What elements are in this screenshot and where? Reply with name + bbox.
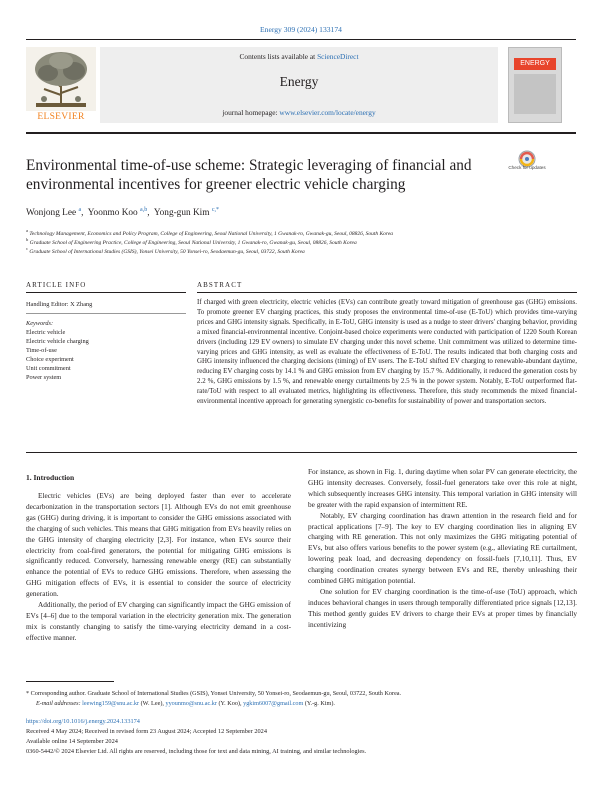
- keyword: Unit commitment: [26, 365, 71, 372]
- received-dates: Received 4 May 2024; Received in revised form 23 August 2024; Accepted 12 September 2024: [26, 728, 267, 735]
- author-affiliation-marker: a: [78, 207, 82, 213]
- intro-paragraph: For instance, as shown in Fig. 1, during daytime when solar PV can generate electricity, the GHG intensity decreases. Conversely, fossil-fuel generators take over this role at night, which subsequently increases GHG intensity. This temporal variation in GHG intensity will be greater with the rapid expansion of intermittent RE.: [308, 467, 577, 509]
- keywords-divider: [26, 313, 186, 314]
- affiliation-marker: c: [26, 246, 28, 251]
- keywords-label: Keywords:: [26, 320, 54, 327]
- author-affiliation-marker: a,b: [140, 207, 148, 213]
- article-info-heading: ARTICLE INFO: [26, 281, 87, 289]
- author-affiliation-marker: c,*: [211, 207, 219, 213]
- article-info-rule: [26, 292, 186, 293]
- introduction-heading: 1. Introduction: [26, 473, 75, 482]
- affiliation: [26, 237, 357, 246]
- abstract-bottom-rule: [26, 452, 577, 453]
- journal-name: Energy: [279, 74, 319, 89]
- available-online-date: Available online 14 September 2024: [26, 738, 118, 745]
- author-name[interactable]: Yong-gun Kim: [153, 208, 210, 219]
- keyword: Power system: [26, 374, 62, 381]
- email-link[interactable]: ygkim6007@gmail.com: [243, 700, 304, 707]
- intro-paragraph: Notably, EV charging coordination has drawn attention in the research field and for practical applications [7–9]. The key to EV charging coordination lies in aligning EV charging with RE generation. This not only maximizes the GHG mitigating potential of EVs, but also offers various benefits to the power system (e.g., alleviating RE curtailment, lowering peak load, and decreasing dependency on fossil-fuels [7,10,11]. Thus, EV charging coordination creates synergy between EVs and RE, thereby unleashing their combined GHG mitigation potential.: [308, 510, 577, 586]
- cover-title: ENERGY: [514, 58, 556, 70]
- abstract-text: If charged with green electricity, electric vehicles (EVs) can contribute greatly toward mitigation of greenhouse gas (GHG) emissions. To promote greener EV charging practices, this study proposes the environmental time-of-use (E-ToU) which provides time-varying prices and GHG intensity signals. Specifically, in E-ToU, GHG intensity is used as a nudge to steer drivers' charging behavior, providing a mixed financial-environmental incentive. Conjoint-based choice experiments were conducted with participation of 1220 South Korean drivers (including 129 EV owners) to simulate EV charging under this novel scheme. Unit commitment was utilized to determine time-varying prices and GHG intensity, as well as evaluate the effectiveness of E-ToU. The results indicated that both charging costs and GHG intensity influenced the charging decisions (timing) of EV users. The E-ToU shifted EV charging to renewable-abundant daytime, reducing EV charging costs by 14.1 % and GHG emission from EV charging by 15.7 %. Additionally, it reduced the generation costs by 2.2 %, GHG emissions by 1.5 %, and renewable energy curtailments by 2.5 % in the power system. Notably, E-ToU outperformed flat-rate/ToU with respect to all evaluated metrics, highlighting its effectiveness. Therefore, this study recommends the mixed financial-environmental incentive approach for generating synergistic co-benefits for sustainability of power and transportation sectors.: [197, 298, 577, 406]
- author-name[interactable]: Yoonmo Koo: [87, 208, 138, 219]
- abstract-heading: ABSTRACT: [197, 281, 243, 289]
- intro-right-column: [308, 467, 577, 631]
- keyword: Choice experiment: [26, 356, 74, 363]
- affiliation-text: Technology Management, Economics and Policy Program, College of Engineering, Seoul National University, 1 Gwanak-ro, Gwanak-gu, Seoul, 08826, South Korea: [29, 230, 394, 237]
- abstract-rule: [197, 292, 577, 293]
- header-top-rule: [26, 39, 576, 40]
- author-list: Wonjong Lee $^a$, Yoonmo Koo $^{a,b}$, Yong-gun Kim $^{c,*}$: [26, 207, 219, 219]
- affiliation-marker: b: [26, 237, 29, 242]
- intro-paragraph: Electric vehicles (EVs) are being deployed faster than ever to accelerate decarbonization in the transportation sectors [1]. Although EVs do not emit greenhouse gas (GHG) during driving, it is important to consider the GHG emissions associated with the charging of such vehicles. This means that GHG mitigation from EVs heavily relies on the GHG intensity of charging electricity [2,3]. For instance, when EVs source their electricity from coal-fired generators, the potential for mitigating GHG emissions is significantly reduced. Conversely, harnessing renewable energy (RE) can substantially enhance the potential of EVs to reduce GHG emissions. Therefore, when assessing the GHG mitigation effects of EVs, it is essential to consider the source of electricity generation.: [26, 491, 291, 599]
- article-title: Environmental time-of-use scheme: Strategic leveraging of financial and environmental incentives for greener electric vehicle charging: [26, 157, 472, 193]
- keyword: Time-of-use: [26, 347, 57, 354]
- handling-editor: Handling Editor: X Zhang: [26, 301, 93, 308]
- contents-prefix: Contents lists available at: [239, 52, 318, 61]
- journal-homepage: [100, 108, 498, 117]
- affiliation: [26, 246, 305, 255]
- email-label: E-mail addresses:: [36, 700, 83, 707]
- email-link[interactable]: leewing159@snu.ac.kr: [82, 700, 140, 707]
- email-owner: (W. Lee),: [139, 700, 166, 707]
- corresponding-author-note: * Corresponding author. Graduate School of International Studies (GSIS), Yonsei University, 50 Yonsei-ro, Seodaemun-gu, Seoul, 03722, South Korea.: [26, 690, 402, 697]
- intro-paragraph: Additionally, the period of EV charging can significantly impact the GHG emission of EVs [4–6] due to the temporal variation in the electricity generation mix. The generation mix is constantly changing to satisfy the time-varying electricity demand in a cost-effective manner.: [26, 600, 291, 642]
- homepage-prefix: journal homepage:: [222, 108, 280, 117]
- affiliation: [26, 228, 393, 237]
- intro-paragraph: One solution for EV charging coordination is the time-of-use (ToU) approach, which induces behavioral changes in users through temporally differentiated price signals [12,13]. This method gently guides EV drivers to charge their EVs at proper times by financially incentivizing: [308, 586, 577, 629]
- copyright-notice: 0360-5442/© 2024 Elsevier Ltd. All rights are reserved, including those for text and data mining, AI training, and similar technologies.: [26, 748, 367, 755]
- author-name[interactable]: Wonjong Lee: [26, 208, 77, 219]
- header-bottom-rule: [26, 132, 576, 134]
- doi-link[interactable]: https://doi.org/10.1016/j.energy.2024.133174: [26, 718, 140, 725]
- affiliation-marker: a: [26, 228, 28, 233]
- contents-line: [100, 52, 498, 61]
- check-for-updates-label: Check for updates: [508, 165, 546, 170]
- elsevier-wordmark: ELSEVIER: [37, 112, 85, 122]
- email-link[interactable]: yyounmo@snu.ac.kr: [165, 700, 217, 707]
- email-addresses: [36, 700, 335, 707]
- affiliation-text: Graduate School of International Studies (GSIS), Yonsei University, 50 Yonsei-ro, Seodaemun-gu, Seoul, 03722, South Korea: [29, 248, 305, 255]
- keyword: Electric vehicle: [26, 329, 66, 336]
- email-owner: (Y.-g. Kim).: [303, 700, 335, 707]
- footnote-rule: [26, 681, 114, 682]
- email-owner: (Y. Koo),: [216, 700, 244, 707]
- cover-art: [514, 74, 556, 114]
- journal-reference[interactable]: Energy 309 (2024) 133174: [260, 25, 342, 34]
- affiliation-text: Graduate School of Engineering Practice, College of Engineering, Seoul National University, 1 Gwanak-ro, Gwanak-gu, Seoul, 08826, South Korea: [29, 239, 357, 246]
- homepage-link[interactable]: www.elsevier.com/locate/energy: [279, 108, 376, 117]
- keyword: Electric vehicle charging: [26, 338, 89, 345]
- intro-left-column: [26, 491, 291, 644]
- sciencedirect-link[interactable]: ScienceDirect: [317, 52, 359, 61]
